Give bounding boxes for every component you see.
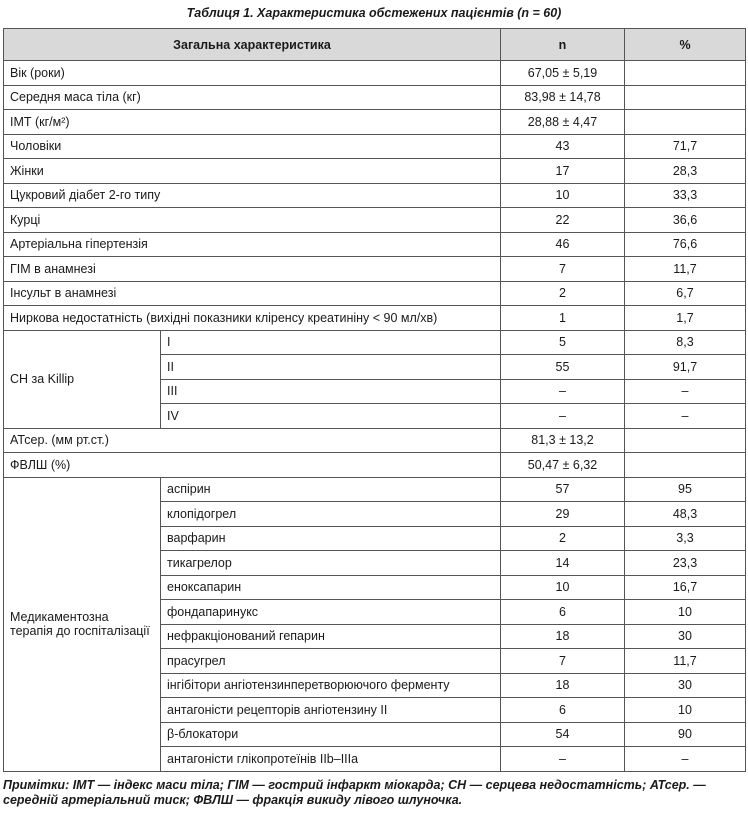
drug-name: клопідогрел [161,502,501,527]
killip-class: I [161,330,501,355]
row-percent: – [625,747,746,772]
row-percent: 36,6 [625,208,746,233]
row-value: 81,3 ± 13,2 [501,428,625,453]
row-n: 14 [501,551,625,576]
table-row [4,110,746,135]
row-n: 22 [501,208,625,233]
row-percent: 16,7 [625,575,746,600]
row-percent: 90 [625,722,746,747]
row-label: Чоловіки [4,134,501,159]
row-n: – [501,404,625,429]
row-value: 67,05 ± 5,19 [501,61,625,86]
header-n: n [501,29,625,61]
therapy-label: Медикаментозна терапія до госпіталізації [4,477,161,771]
drug-name: антагоністи рецепторів ангіотензину ІІ [161,698,501,723]
row-n: 18 [501,624,625,649]
row-n: 10 [501,183,625,208]
row-percent: – [625,404,746,429]
row-value: 28,88 ± 4,47 [501,110,625,135]
row-n: 5 [501,330,625,355]
row-percent: – [625,379,746,404]
row-empty [625,110,746,135]
row-n: 2 [501,526,625,551]
row-n: 6 [501,600,625,625]
row-n: 17 [501,159,625,184]
row-n: 10 [501,575,625,600]
row-n: 54 [501,722,625,747]
row-n: 57 [501,477,625,502]
row-empty [625,61,746,86]
drug-name: прасугрел [161,649,501,674]
row-percent: 8,3 [625,330,746,355]
table-row [4,330,746,355]
table-row [4,134,746,159]
row-label: АТсер. (мм рт.ст.) [4,428,501,453]
table-row [4,257,746,282]
row-label: Середня маса тіла (кг) [4,85,501,110]
drug-name: нефракціонований гепарин [161,624,501,649]
row-label: ФВЛШ (%) [4,453,501,478]
row-percent: 48,3 [625,502,746,527]
killip-label: СН за Killip [4,330,161,428]
table-row [4,453,746,478]
row-n: 6 [501,698,625,723]
row-label: Цукровий діабет 2-го типу [4,183,501,208]
row-empty [625,85,746,110]
killip-class: III [161,379,501,404]
table-row [4,208,746,233]
row-n: 55 [501,355,625,380]
row-percent: 1,7 [625,306,746,331]
table-row [4,428,746,453]
table-footnote: Примітки: ІМТ — індекс маси тіла; ГІМ — гострий інфаркт міокарда; СН — серцева недостатність; АТсер. — середній артеріальний тиск; ФВЛШ — фракція викиду лівого шлуночка. [3,778,706,807]
row-n: – [501,747,625,772]
row-n: – [501,379,625,404]
killip-class: IV [161,404,501,429]
killip-class: II [161,355,501,380]
row-percent: 91,7 [625,355,746,380]
row-percent: 28,3 [625,159,746,184]
table-row [4,281,746,306]
header-percent: % [625,29,746,61]
row-percent: 10 [625,600,746,625]
row-label: Ниркова недостатність (вихідні показники кліренсу креатиніну < 90 мл/хв) [4,306,501,331]
row-percent: 71,7 [625,134,746,159]
row-label: Курці [4,208,501,233]
table-row [4,61,746,86]
drug-name: еноксапарин [161,575,501,600]
header-row [4,29,746,61]
row-label: Артеріальна гіпертензія [4,232,501,257]
row-n: 1 [501,306,625,331]
row-label: Вік (роки) [4,61,501,86]
table-caption: Таблиця 1. Характеристика обстежених пацієнтів (n = 60) [186,6,562,20]
table-row [4,477,746,502]
row-n: 18 [501,673,625,698]
row-n: 7 [501,257,625,282]
row-percent: 23,3 [625,551,746,576]
row-empty [625,428,746,453]
table-row [4,159,746,184]
row-percent: 76,6 [625,232,746,257]
row-percent: 11,7 [625,257,746,282]
row-label: ІМТ (кг/м²) [4,110,501,135]
table-row [4,85,746,110]
table-row [4,183,746,208]
row-value: 83,98 ± 14,78 [501,85,625,110]
row-n: 43 [501,134,625,159]
drug-name: варфарин [161,526,501,551]
row-percent: 30 [625,624,746,649]
row-percent: 95 [625,477,746,502]
row-n: 7 [501,649,625,674]
patient-characteristics-table [3,28,746,772]
row-label: Жінки [4,159,501,184]
row-n: 2 [501,281,625,306]
header-characteristic: Загальна характеристика [4,29,501,61]
row-percent: 33,3 [625,183,746,208]
row-percent: 30 [625,673,746,698]
row-value: 50,47 ± 6,32 [501,453,625,478]
row-label: Інсульт в анамнезі [4,281,501,306]
drug-name: аспірин [161,477,501,502]
row-n: 29 [501,502,625,527]
drug-name: β-блокатори [161,722,501,747]
row-percent: 6,7 [625,281,746,306]
row-n: 46 [501,232,625,257]
row-label: ГІМ в анамнезі [4,257,501,282]
drug-name: антагоністи глікопротеїнів IIb–IIIa [161,747,501,772]
drug-name: тикагрелор [161,551,501,576]
table-row [4,232,746,257]
drug-name: фондапаринукс [161,600,501,625]
row-percent: 3,3 [625,526,746,551]
row-percent: 10 [625,698,746,723]
row-percent: 11,7 [625,649,746,674]
table-row [4,306,746,331]
row-empty [625,453,746,478]
drug-name: інгібітори ангіотензинперетворюючого ферменту [161,673,501,698]
